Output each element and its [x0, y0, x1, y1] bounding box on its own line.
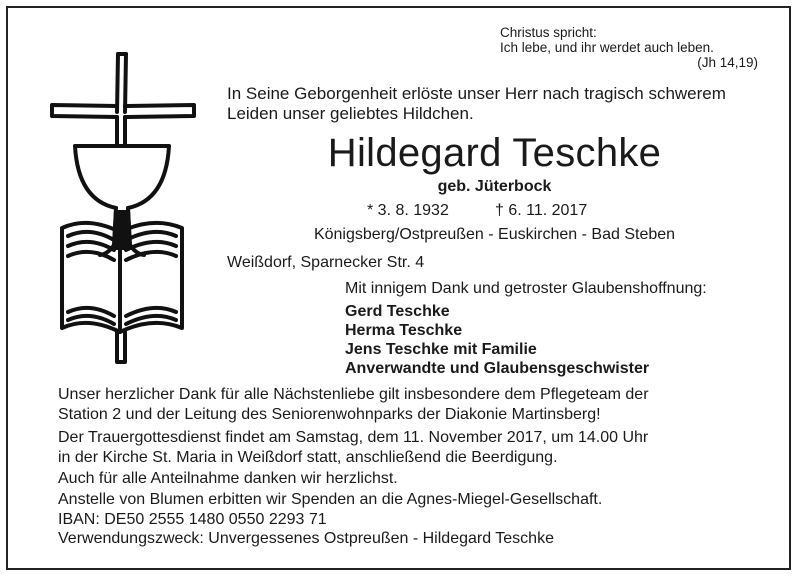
deceased-name: Hildegard Teschke [327, 131, 662, 175]
service-line-2: in der Kirche St. Maria in Weißdorf statt, anschließend die Beerdigung. [58, 448, 558, 466]
mourner-item: Anverwandte und Glaubensgeschwister [345, 360, 650, 377]
mourners-list [345, 302, 649, 378]
intro-line-1: In Seine Geborgenheit erlöste unser Herr nach tragisch schwerem [227, 84, 726, 103]
service-line-1: Der Trauergottesdienst findet am Samstag, dem 11. November 2017, um 14.00 Uhr [58, 429, 649, 446]
cross-chalice-book-icon [48, 50, 198, 365]
mourner-item: Herma Teschke [345, 322, 463, 339]
sympathy-paragraph: Auch für alle Anteilnahme danken wir herzlichst. [58, 470, 398, 487]
thanks-line-2: Station 2 und der Leitung des Seniorenwohnparks der Diakonie Martinsberg! [58, 405, 601, 423]
thanks-line-1: Unser herzlicher Dank für alle Nächstenliebe gilt insbesondere dem Pflegeteam der [58, 386, 649, 403]
service-paragraph [58, 428, 648, 467]
death-date: † 6. 11. 2017 [495, 202, 588, 219]
donation-purpose: Verwendungszweck: Unvergessenes Ostpreußen - Hildegard Teschke [58, 530, 554, 547]
quote-reference: (Jh 14,19) [697, 55, 758, 70]
mourner-item: Jens Teschke mit Familie [345, 341, 537, 358]
iban: IBAN: DE50 2555 1480 0550 2293 71 [58, 510, 327, 528]
bible-quote [500, 25, 758, 70]
intro-text [227, 84, 726, 124]
mourners-intro: Mit innigem Dank und getroster Glaubenshoffnung: [345, 280, 707, 297]
donation-paragraph [58, 490, 602, 549]
intro-line-2: Leiden unser geliebtes Hildchen. [227, 104, 474, 123]
mourner-item: Gerd Teschke [345, 303, 450, 320]
birth-date: * 3. 8. 1932 [367, 202, 449, 219]
quote-line-2: Ich lebe, und ihr werdet auch leben. [500, 40, 714, 55]
donation-line: Anstelle von Blumen erbitten wir Spenden an die Agnes-Miegel-Gesellschaft. [58, 491, 603, 508]
family-address: Weißdorf, Sparnecker Str. 4 [227, 254, 425, 271]
maiden-name: geb. Jüterbock [437, 178, 552, 195]
quote-line-1: Christus spricht: [500, 25, 597, 40]
thanks-paragraph [58, 385, 649, 424]
life-places: Königsberg/Ostpreußen - Euskirchen - Bad Steben [313, 226, 676, 243]
